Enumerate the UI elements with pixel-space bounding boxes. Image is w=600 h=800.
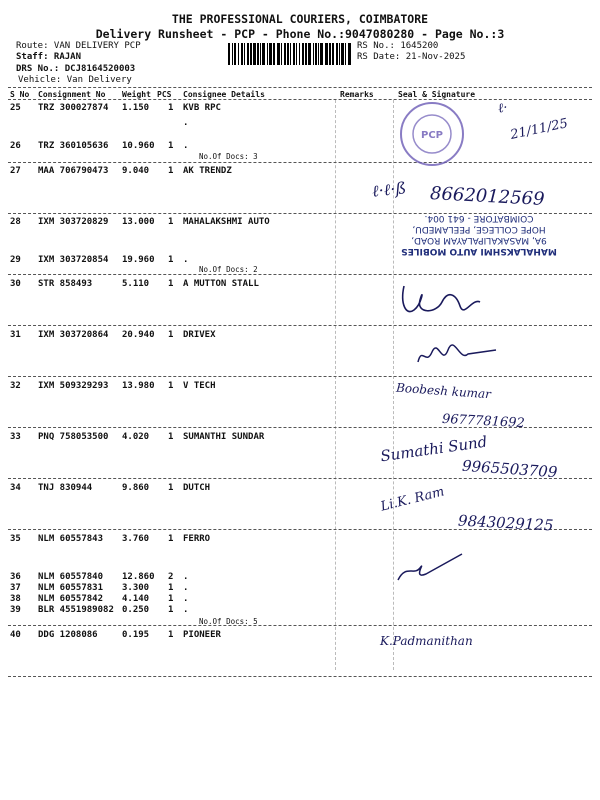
drs-label: DRS No.: DCJ8164520003 xyxy=(16,64,136,74)
row-consignment-no: TRZ 300027874 xyxy=(38,103,109,113)
row-consignee: . xyxy=(183,594,189,604)
row-weight: 1.150 xyxy=(122,103,150,113)
row-pcs: 1 xyxy=(168,255,174,265)
row-consignee: A MUTTON STALL xyxy=(183,279,259,289)
row-consignment-no: TRZ 360105636 xyxy=(38,141,109,151)
row-weight: 13.980 xyxy=(122,381,155,391)
row-sno: 37 xyxy=(10,583,21,593)
col-pcs: PCS xyxy=(157,90,172,99)
row-sno: 26 xyxy=(10,141,21,151)
row-consignment-no: NLM 60557842 xyxy=(38,594,104,604)
row-weight: 3.760 xyxy=(122,534,150,544)
row-consignment-no: BLR 4551989082 xyxy=(38,605,114,615)
stamp-line: COIMBATORE - 641 004. xyxy=(424,213,534,223)
stamp-line: 9A, MASAKALIPALAYAM ROAD, xyxy=(411,235,547,245)
row-divider xyxy=(8,325,592,326)
row-divider xyxy=(8,162,592,163)
rs-date: RS Date: 21-Nov-2025 xyxy=(357,52,466,62)
rs-number: RS No.: 1645200 xyxy=(357,41,439,51)
row-pcs: 1 xyxy=(168,594,174,604)
row-sno: 40 xyxy=(10,630,21,640)
row-consignment-no: IXM 303720829 xyxy=(38,217,109,227)
row-pcs: 1 xyxy=(168,330,174,340)
staff-label: Staff: RAJAN xyxy=(16,52,82,62)
seal-text: PCP xyxy=(421,130,443,141)
row-pcs: 1 xyxy=(168,141,174,151)
row-pcs: 1 xyxy=(168,534,174,544)
row-sno: 27 xyxy=(10,166,21,176)
row-weight: 9.040 xyxy=(122,166,150,176)
handwritten-phone: 9677781692 xyxy=(441,411,526,432)
handwritten-name: K.Padmanithan xyxy=(380,634,473,648)
row-weight: 4.140 xyxy=(122,594,150,604)
remarks-separator xyxy=(335,100,336,670)
row-consignee: DRIVEX xyxy=(183,330,216,340)
row-weight: 12.860 xyxy=(122,572,155,582)
row-sno: 39 xyxy=(10,605,21,615)
row-weight: 9.860 xyxy=(122,483,150,493)
row-consignee: . xyxy=(183,583,189,593)
row-consignment-no: DDG 1208086 xyxy=(38,630,98,640)
row-consignment-no: IXM 509329293 xyxy=(38,381,109,391)
row-sno: 36 xyxy=(10,572,21,582)
stamp-line: MAHALAKSHMI AUTO MOBILES xyxy=(401,246,557,256)
header-top-rule xyxy=(8,87,592,88)
row-consignment-no: NLM 60557840 xyxy=(38,572,104,582)
row-consignee: . xyxy=(183,255,189,265)
row-sno: 25 xyxy=(10,103,21,113)
handwritten-signature xyxy=(392,550,472,594)
row-consignment-no: IXM 303720854 xyxy=(38,255,109,265)
doc-count: No.Of Docs: 2 xyxy=(199,265,258,274)
row-consignment-no: IXM 303720864 xyxy=(38,330,109,340)
row-consignee: SUMANTHI SUNDAR xyxy=(183,432,265,442)
row-consignment-no: STR 858493 xyxy=(38,279,93,289)
row-weight: 0.250 xyxy=(122,605,150,615)
handwritten-phone: 9965503709 xyxy=(461,456,558,482)
row-pcs: 1 xyxy=(168,605,174,615)
col-sno: S No xyxy=(10,90,30,99)
row-pcs: 2 xyxy=(168,572,174,582)
row-weight: 13.000 xyxy=(122,217,155,227)
col-weight: Weight xyxy=(122,90,151,99)
row-divider xyxy=(8,478,592,479)
route-label: Route: VAN DELIVERY PCP xyxy=(16,41,141,51)
row-consignee: KVB RPC xyxy=(183,103,221,113)
round-seal xyxy=(398,100,466,168)
row-weight: 5.110 xyxy=(122,279,150,289)
row-sno: 30 xyxy=(10,279,21,289)
row-sno: 31 xyxy=(10,330,21,340)
row-consignment-no: NLM 60557843 xyxy=(38,534,104,544)
row-consignee: . xyxy=(183,141,189,151)
handwritten-name: Boobesh kumar xyxy=(395,380,492,402)
row-consignment-no: MAA 706790473 xyxy=(38,166,109,176)
row-divider xyxy=(8,676,592,677)
vehicle-label: Vehicle: Van Delivery xyxy=(18,75,132,85)
row-weight: 19.960 xyxy=(122,255,155,265)
company-stamp xyxy=(384,212,574,256)
handwritten-phone: 8662012569 xyxy=(429,183,546,210)
row-consignment-no: TNJ 830944 xyxy=(38,483,93,493)
row-pcs: 1 xyxy=(168,583,174,593)
handwritten-name: Sumathi Sund xyxy=(379,432,489,466)
row-pcs: 1 xyxy=(168,217,174,227)
handwritten-signature: ℓ·ℓ·ß xyxy=(371,178,408,201)
handwritten-initial: ℓ· xyxy=(496,100,509,117)
col-seal-signature: Seal & Signature xyxy=(398,90,476,99)
row-pcs: 1 xyxy=(168,630,174,640)
row-sno: 34 xyxy=(10,483,21,493)
row-consignee: V TECH xyxy=(183,381,216,391)
row-pcs: 1 xyxy=(168,166,174,176)
row-pcs: 1 xyxy=(168,483,174,493)
row-divider xyxy=(8,376,592,377)
row-divider xyxy=(8,274,592,275)
barcode xyxy=(228,43,354,65)
col-consignee: Consignee Details xyxy=(183,90,265,99)
handwritten-signature xyxy=(396,280,486,328)
handwritten-date: 21/11/25 xyxy=(509,116,570,143)
row-consignment-no: PNQ 758053500 xyxy=(38,432,109,442)
row-consignee: DUTCH xyxy=(183,483,211,493)
row-weight: 20.940 xyxy=(122,330,155,340)
row-sno: 38 xyxy=(10,594,21,604)
row-pcs: 1 xyxy=(168,432,174,442)
document-title: THE PROFESSIONAL COURIERS, COIMBATORE xyxy=(171,12,429,26)
row-consignee: . xyxy=(183,605,189,615)
row-weight: 10.960 xyxy=(122,141,155,151)
row-weight: 3.300 xyxy=(122,583,150,593)
handwritten-phone: 9843029125 xyxy=(457,511,554,535)
handwritten-signature xyxy=(412,336,502,374)
row-consignee: MAHALAKSHMI AUTO xyxy=(183,217,270,227)
doc-count: No.Of Docs: 3 xyxy=(199,152,258,161)
doc-count: No.Of Docs: 5 xyxy=(199,617,258,626)
row-pcs: 1 xyxy=(168,279,174,289)
row-sno: 35 xyxy=(10,534,21,544)
runsheet-subtitle: Delivery Runsheet - PCP - Phone No.:9047080280 - Page No.:3 xyxy=(95,27,505,41)
row-consignee: FERRO xyxy=(183,534,211,544)
row-sno: 29 xyxy=(10,255,21,265)
row-divider xyxy=(8,625,592,626)
col-consignment: Consignment No xyxy=(38,90,106,99)
row-sno: 33 xyxy=(10,432,21,442)
row-consignee: PIONEER xyxy=(183,630,221,640)
row-consignee: . xyxy=(183,572,189,582)
row-sno: 32 xyxy=(10,381,21,391)
col-remarks: Remarks xyxy=(340,90,374,99)
row-sno: 28 xyxy=(10,217,21,227)
row-pcs: 1 xyxy=(168,103,174,113)
row-weight: 0.195 xyxy=(122,630,150,640)
row-consignee: AK TRENDZ xyxy=(183,166,232,176)
stamp-line: HOPE COLLEGE, PEELAMEDU, xyxy=(412,224,546,234)
row-consignee: . xyxy=(183,118,189,128)
row-weight: 4.020 xyxy=(122,432,150,442)
row-consignment-no: NLM 60557831 xyxy=(38,583,104,593)
handwritten-name: Li.K. Ram xyxy=(379,484,446,515)
row-pcs: 1 xyxy=(168,381,174,391)
